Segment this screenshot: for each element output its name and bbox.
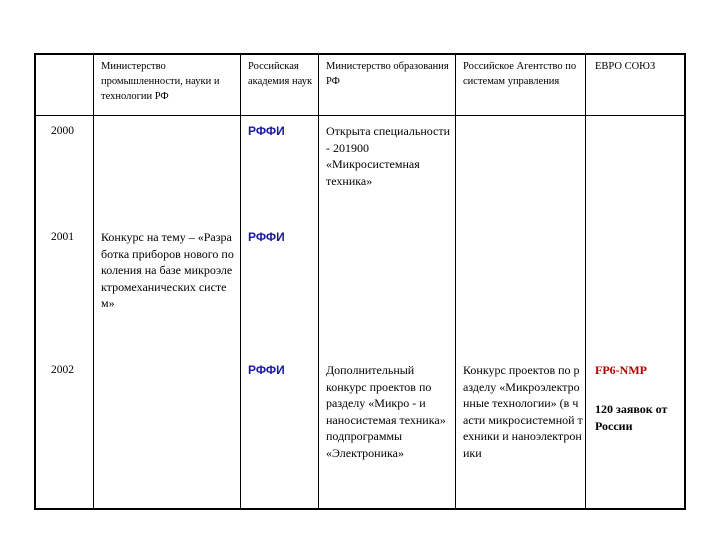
col-divider-5	[585, 53, 586, 510]
row-2001-ran-rffi: РФФИ	[248, 230, 285, 244]
table-border-left	[34, 53, 36, 510]
row-2001-minprom: Конкурс на тему – «Разработка приборов нового поколения на базе микроэлектромеханических систем»	[101, 230, 234, 310]
table-border-bottom	[34, 508, 686, 510]
row-2000-minobr: Открыта специальности - 201900 «Микросистемная техника»	[326, 124, 451, 188]
table-border-top	[34, 53, 686, 55]
table-border-right	[684, 53, 686, 510]
col-divider-4	[455, 53, 456, 510]
header-agency: Российское Агентство по системам управления	[463, 61, 577, 87]
col-divider-2	[240, 53, 241, 510]
col-divider-3	[318, 53, 319, 510]
row-2002-agency: Конкурс проектов по разделу «Микроэлектронные технологии» (в части микросистемной техники и наноэлектроники	[463, 363, 583, 460]
row-2002-eu-note: 120 заявок от России	[595, 402, 668, 433]
header-minprom: Министерство промышленности, науки и технологии РФ	[101, 61, 220, 102]
header-eu: ЕВРО СОЮЗ	[595, 61, 656, 72]
row-2002-minobr: Дополнительный конкурс проектов по разделу «Микро - и наносистемая техника» подпрограммы «Электроника»	[326, 363, 446, 460]
header-ran: Российская академия наук	[248, 61, 313, 87]
row-2002-eu-program: FP6-NMP	[595, 363, 647, 377]
row-2002-ran-rffi: РФФИ	[248, 363, 285, 377]
cooperation-table	[34, 53, 686, 510]
col-divider-1	[93, 53, 94, 510]
header-row-divider	[34, 115, 686, 116]
row-2000-year: 2000	[51, 125, 74, 137]
row-2000-ran-rffi: РФФИ	[248, 124, 285, 138]
row-2001-year: 2001	[51, 231, 74, 243]
header-minobr: Министерство образования РФ	[326, 61, 449, 87]
row-2002-year: 2002	[51, 364, 74, 376]
